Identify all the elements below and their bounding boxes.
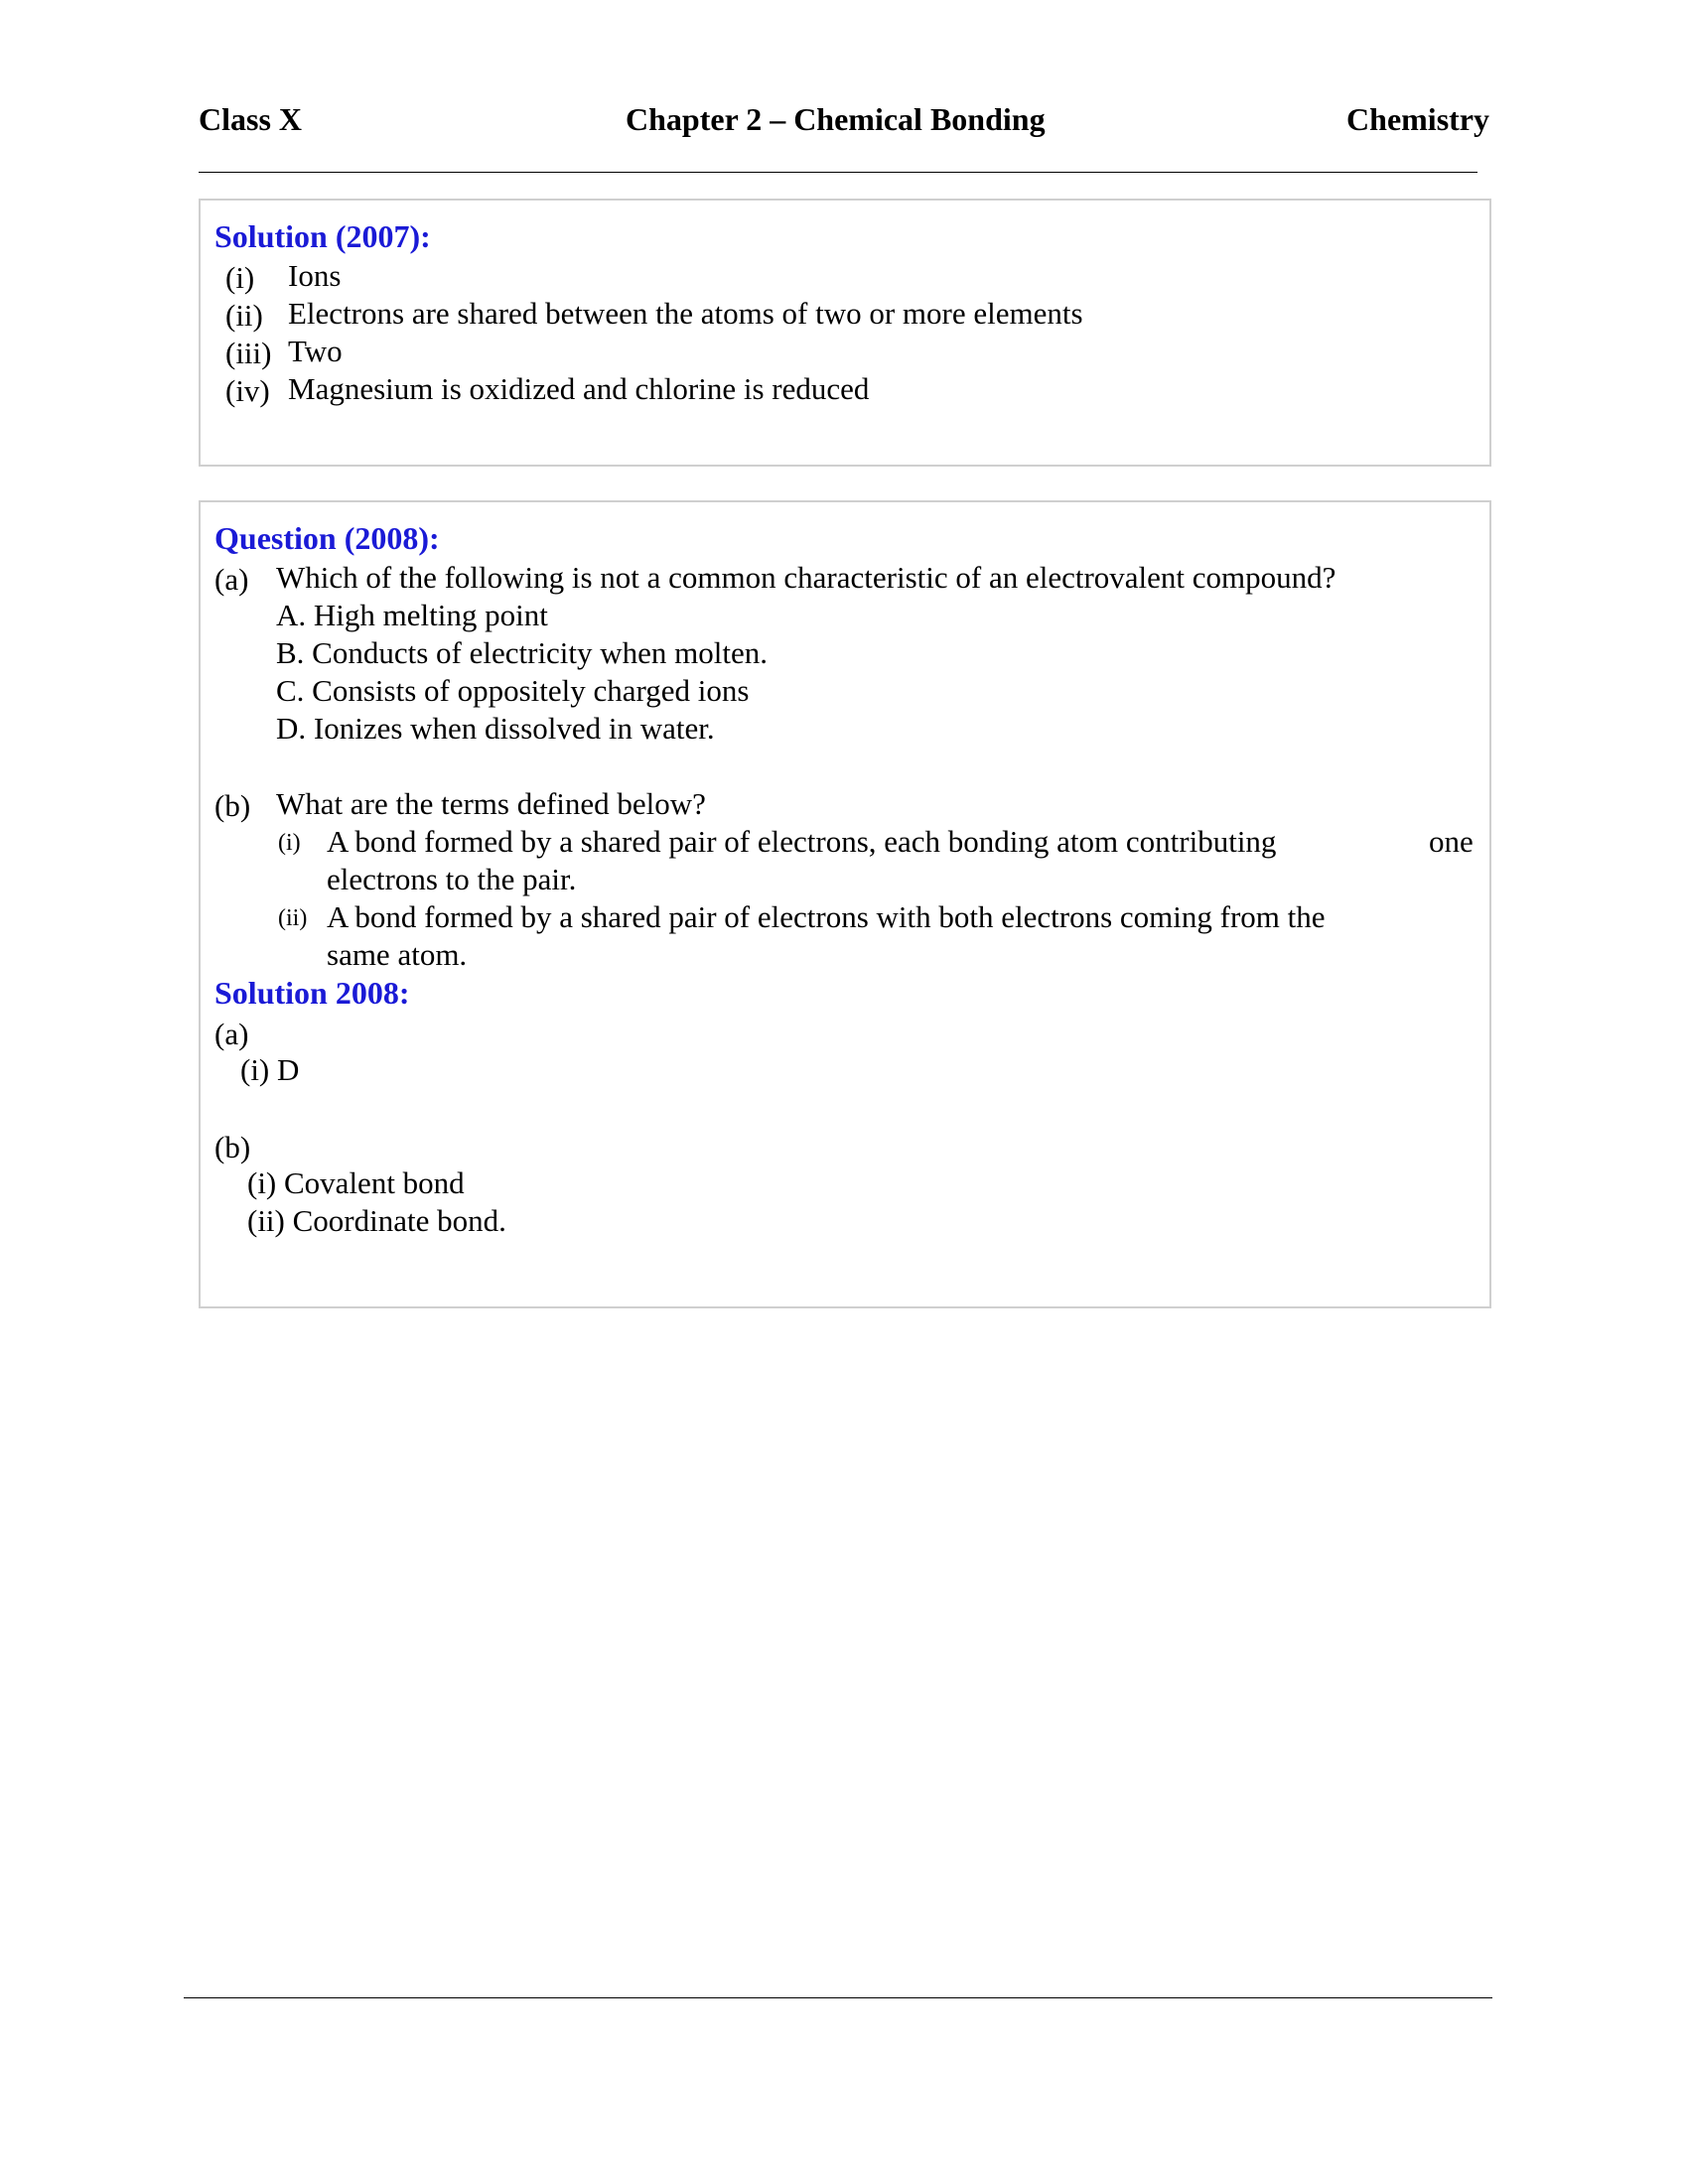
header-chapter: Chapter 2 – Chemical Bonding (626, 101, 1046, 137)
definition-ii-line1: A bond formed by a shared pair of electrons with both electrons coming from the (327, 899, 1326, 934)
solution-a-answer: (i) D (240, 1052, 300, 1087)
question-2008-box (199, 500, 1491, 1308)
question-b-text: What are the terms defined below? (276, 786, 706, 821)
definition-i-label: (i) (278, 830, 301, 856)
solution-2007-item-text: Two (288, 334, 343, 368)
solution-2007-item-label: (i) (225, 260, 255, 295)
definition-ii-line2: same atom. (327, 937, 468, 972)
solution-a-label: (a) (214, 1017, 249, 1051)
header-class: Class X (199, 101, 303, 137)
solution-2007-item-text: Electrons are shared between the atoms of two or more elements (288, 296, 1083, 331)
definition-ii-label: (ii) (278, 905, 308, 931)
option-b: B. Conducts of electricity when molten. (276, 635, 769, 670)
definition-i-line2: electrons to the pair. (327, 862, 577, 896)
definition-i-line1: A bond formed by a shared pair of electrons, each bonding atom contributing (327, 824, 1277, 859)
solution-b-label: (b) (214, 1130, 251, 1164)
header-subject: Chemistry (1346, 101, 1489, 137)
question-2008-title: Question (2008): (214, 520, 440, 556)
solution-2007-item-label: (ii) (225, 298, 263, 333)
option-a: A. High melting point (276, 598, 548, 632)
definition-i-trail: one (1429, 824, 1474, 859)
header-divider (199, 172, 1477, 173)
solution-2007-box (199, 199, 1491, 467)
option-d: D. Ionizes when dissolved in water. (276, 711, 715, 746)
footer-divider (184, 1997, 1492, 1998)
solution-2007-item-text: Magnesium is oxidized and chlorine is reduced (288, 371, 870, 406)
solution-2007-item-label: (iv) (225, 373, 270, 408)
solution-2007-item-label: (iii) (225, 336, 272, 370)
question-a-label: (a) (214, 562, 249, 597)
question-a-text: Which of the following is not a common characteristic of an electrovalent compound? (276, 560, 1336, 595)
question-b-label: (b) (214, 788, 251, 823)
option-c: C. Consists of oppositely charged ions (276, 673, 750, 708)
solution-b-answer: (i) Covalent bond (247, 1165, 465, 1200)
solution-2007-item-text: Ions (288, 258, 342, 293)
page-header (199, 101, 1489, 141)
solution-2008-title: Solution 2008: (214, 975, 410, 1011)
solution-b-answer: (ii) Coordinate bond. (247, 1203, 506, 1238)
solution-2007-title: Solution (2007): (214, 218, 431, 254)
